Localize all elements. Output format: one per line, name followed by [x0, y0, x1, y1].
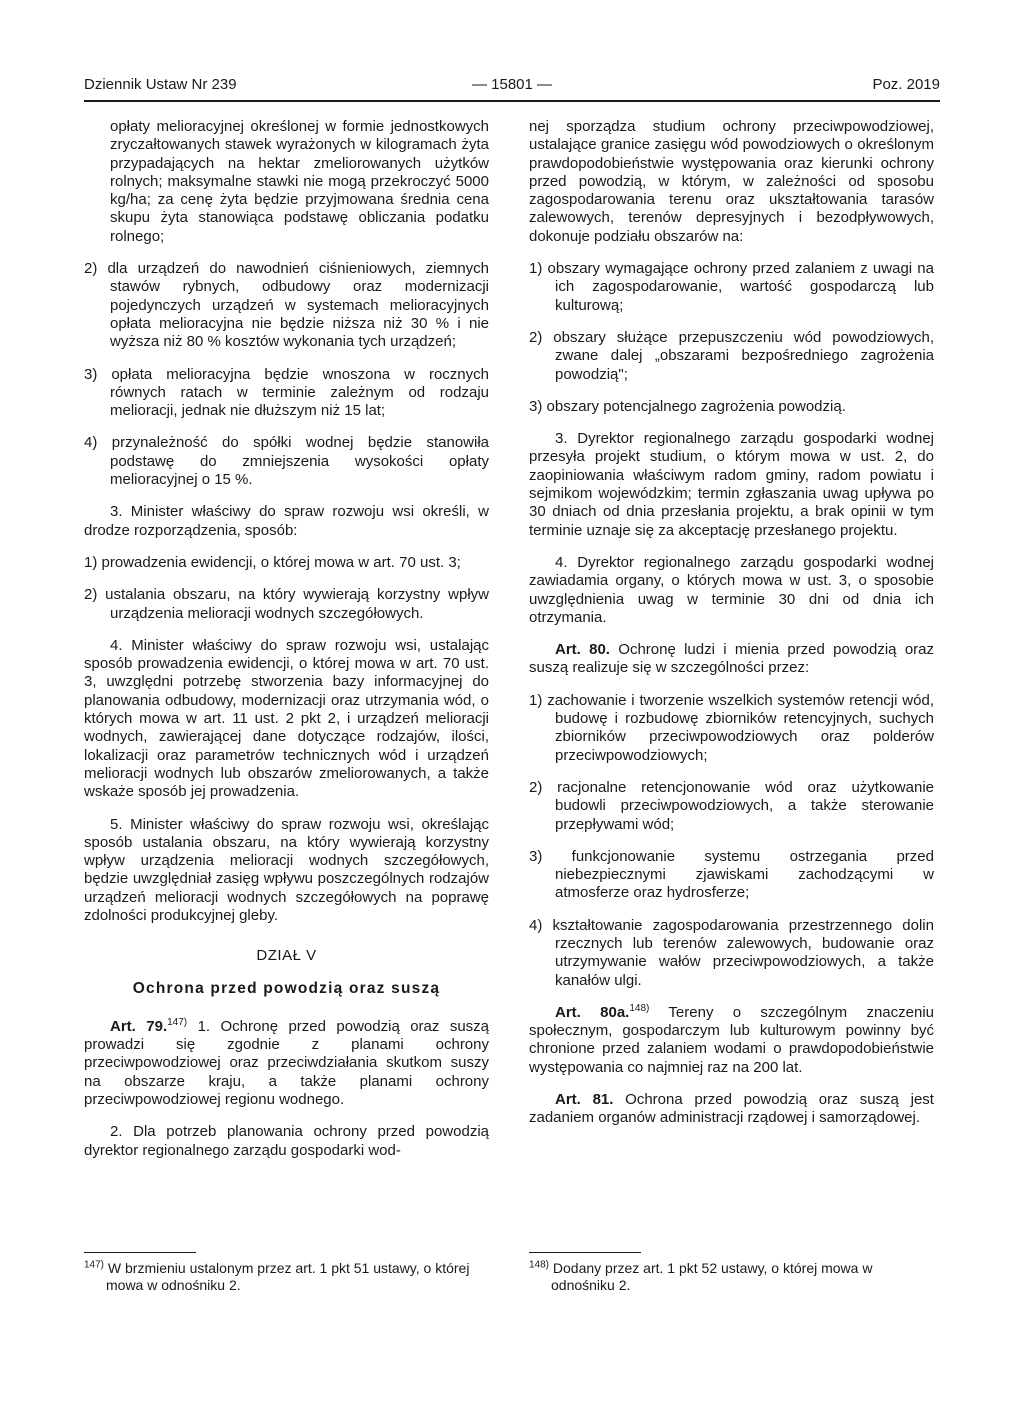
footnote-rule [84, 1252, 196, 1253]
article-80 [529, 641, 934, 678]
article-text: Tereny o szczególnym znaczeniu społecznym, gospodarczym lub kulturowym powinny być chronione przed zalaniem wodami o prawdopodobieństwie występowania co najmniej raz na 200 lat. [529, 1003, 934, 1076]
list-item: 2) racjonalne retencjonowanie wód oraz użytkowanie budowli przeciwpowodziowych, a także sterowanie przepływami wód; [529, 778, 934, 833]
list-item: 4) kształtowanie zagospodarowania przestrzennego dolin rzecznych lub terenów zalewowych, budowanie oraz utrzymywanie wałów przeciwpowodziowych, a także kanałów ulgi. [529, 916, 934, 989]
paragraph: nej sporządza studium ochrony przeciwpowodziowej, ustalające granice zasięgu wód powodziowych o określonym prawdopodobieństwie występowania oraz kierunki ochrony przed powodzią, w którym, w zależności od sposobu zagospodarowania terenu oraz ukształtowania tarasów zalewowych, terenów depresyjnych i bezodpływowych, dokonuje podziału obszarów na: [529, 118, 934, 245]
article-label: Art. 79. [110, 1017, 168, 1035]
paragraph: 3. Minister właściwy do spraw rozwoju wsi określi, w drodze rozporządzenia, sposób: [84, 503, 489, 539]
footnote-148 [529, 1260, 934, 1294]
right-column [529, 118, 934, 1142]
page-header [84, 76, 940, 100]
footnote-ref[interactable]: 147) [167, 1016, 188, 1028]
list-item: 1) zachowanie i tworzenie wszelkich systemów retencji wód, budowę i rozbudowę zbiorników retencyjnych, suchych zbiorników przeciwpowodziowych oraz polderów przeciwpowodziowych; [529, 691, 934, 764]
paragraph: opłaty melioracyjnej określonej w formie jednostkowych zryczałtowanych stawek wyrażonych w kilogramach żyta przypadających na hektar zmeliorowanych użytków rolnych; maksymalne stawki nie mogą przekroczyć 5000 kg/ha; za cenę żyta będzie przyjmowana średnia cena skupu żyta stanowiąca podstawę obliczania podatku rolnego; [110, 118, 489, 245]
left-column [84, 118, 489, 1174]
header-rule [84, 100, 940, 102]
article-label: Art. 81. [555, 1091, 614, 1109]
footnote-ref[interactable]: 148) [629, 1002, 650, 1014]
footnote-mark: 148) [529, 1259, 550, 1271]
article-81 [529, 1091, 934, 1128]
page-number: — 15801 — [471, 76, 553, 93]
article-79 [84, 1018, 489, 1109]
footnote-mark: 147) [84, 1259, 105, 1271]
journal-title: Dziennik Ustaw Nr 239 [84, 76, 237, 93]
footnote-147 [84, 1260, 489, 1294]
footnote-text: Dodany przez art. 1 pkt 52 ustawy, o której mowa w odnośniku 2. [549, 1260, 873, 1293]
paragraph: 4. Minister właściwy do spraw rozwoju wsi, ustalając sposób prowadzenia ewidencji, o której mowa w art. 70 ust. 3, uwzględni potrzebę stworzenia bazy informacyjnej do planowania odbudowy, modernizacji oraz utrzymania wód, o których mowa w art. 11 ust. 2 pkt 2, i urządzeń melioracji wodnych, zawierającej dane dotyczące rodzajów, ilości, lokalizacji oraz parametrów technicznych wód i urządzeń melioracji wodnych lub obszarów zmeliorowanych, a także wskaże sposób jej prowadzenia. [84, 636, 489, 801]
position-number: Poz. 2019 [872, 76, 940, 93]
list-item: 1) prowadzenia ewidencji, o której mowa w art. 70 ust. 3; [84, 553, 461, 571]
article-text: Ochronę ludzi i mienia przed powodzią oraz suszą realizuje się w szczególności przez: [529, 641, 934, 677]
paragraph: 5. Minister właściwy do spraw rozwoju wsi, określając sposób ustalania obszaru, na który wywierają korzystny wpływ urządzenia melioracji wodnych szczegółowych, będzie uwzględniał zasięg wpływu poszczególnych rodzajów urządzeń melioracji wodnych szczegółowych na poprawę zdolności produkcyjnej gleby. [84, 815, 489, 924]
footnote-rule [529, 1252, 641, 1253]
list-item: 3) funkcjonowanie systemu ostrzegania przed niebezpiecznymi zjawiskami zachodzącymi w atmosferze oraz hydrosferze; [529, 847, 934, 902]
paragraph: 4. Dyrektor regionalnego zarządu gospodarki wodnej zawiadamia organy, o których mowa w ust. 3, o sposobie uwzględnienia uwag w terminie 30 dni od dnia ich otrzymania. [529, 553, 934, 626]
section-title: Ochrona przed powodzią oraz suszą [132, 979, 441, 997]
list-item: 2) obszary służące przepuszczeniu wód powodziowych, zwane dalej „obszarami bezpośredniego zagrożenia powodzią"; [529, 328, 934, 383]
section-heading: DZIAŁ V [256, 947, 317, 965]
list-item: 4) przynależność do spółki wodnej będzie stanowiła podstawę do zmniejszenia wysokości opłaty melioracyjnej o 15 %. [84, 434, 489, 489]
article-text: 1. Ochronę przed powodzią oraz suszą prowadzi się zgodnie z planami ochrony przeciwpowodziowej oraz przeciwdziałania skutkom suszy na obszarze kraju, a także planami ochrony przeciwpowodziowej regionu wodnego. [84, 1017, 490, 1109]
article-80a [529, 1004, 934, 1077]
article-text: Ochrona przed powodzią oraz suszą jest zadaniem organów administracji rządowej i samorządowej. [529, 1091, 934, 1127]
list-item: 3) opłata melioracyjna będzie wnoszona w rocznych równych ratach w terminie zależnym od rodzaju melioracji, jednak nie dłuższym niż 15 lat; [84, 365, 489, 420]
list-item: 2) dla urządzeń do nawodnień ciśnieniowych, ziemnych stawów rybnych, odbudowy oraz modernizacji pojedynczych urządzeń w systemach melioracyjnych opłata melioracyjna nie będzie niższa niż 30 % i nie wyższa niż 80 % kosztów wykonania tych urządzeń; [84, 260, 489, 351]
article-label: Art. 80. [555, 641, 610, 659]
list-item: 1) obszary wymagające ochrony przed zalaniem z uwagi na ich zagospodarowanie, wartość gospodarczą lub kulturową; [529, 260, 934, 314]
list-item: 3) obszary potencjalnego zagrożenia powodzią. [529, 397, 846, 415]
article-label: Art. 80a. [555, 1003, 630, 1021]
paragraph: 3. Dyrektor regionalnego zarządu gospodarki wodnej przesyła projekt studium, o którym mowa w ust. 2, do zaopiniowania właściwym radom gminy, radom powiatu i sejmikom wojewódzkim; termin zgłaszania uwag upływa po 30 dniach od dnia przesłania projektu, a brak opinii w tym terminie uznaje się za akceptację przesłanego projektu. [529, 430, 934, 539]
footnote-text: W brzmieniu ustalonym przez art. 1 pkt 51 ustawy, o której mowa w odnośniku 2. [104, 1260, 470, 1293]
list-item: 2) ustalania obszaru, na który wywierają korzystny wpływ urządzenia melioracji wodnych szczegółowych. [84, 586, 489, 622]
paragraph: 2. Dla potrzeb planowania ochrony przed powodzią dyrektor regionalnego zarządu gospodarki wod- [84, 1123, 489, 1159]
